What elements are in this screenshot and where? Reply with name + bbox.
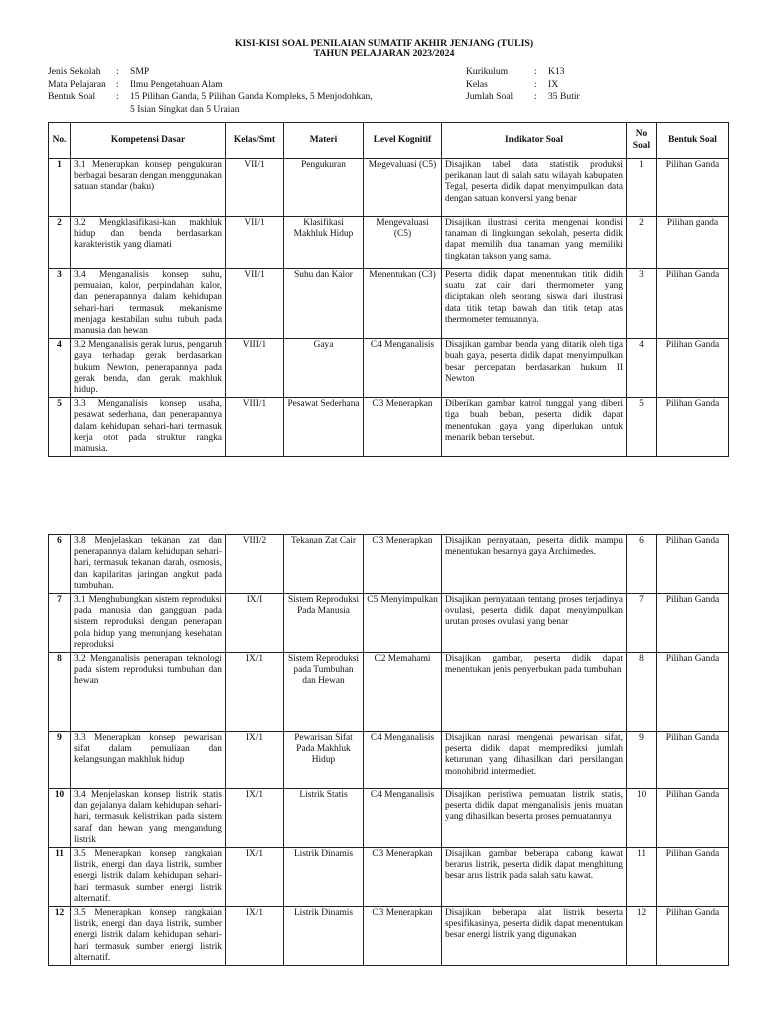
no-soal: 1 (627, 159, 657, 217)
bentuk-soal: Pilihan Ganda (657, 848, 729, 907)
kelas-smt: VII/1 (226, 159, 284, 217)
kompetensi-dasar: 3.8 Menjelaskan tekanan zat dan penerapannya dalam kehidupan sehari-hari, termasuk tekanan darah, osmosis, dan kapilaritas jaringan angkut pada tumbuhan. (71, 535, 226, 594)
no-soal: 10 (627, 789, 657, 848)
meta-right (466, 66, 580, 104)
kelas-smt: IX/1 (226, 907, 284, 966)
row-no: 3 (49, 269, 71, 339)
meta-colon (116, 104, 130, 117)
meta-label: Jenis Sekolah (48, 66, 101, 77)
materi: Tekanan Zat Cair (284, 535, 364, 594)
row-no: 7 (49, 594, 71, 653)
meta-label: Kelas (466, 78, 488, 90)
indikator-soal: Disajikan peristiwa pemuatan listrik statis, peserta didik dapat menganalisis jenis muatan yang dihasilkan beserta proses pemuatannya (442, 789, 627, 848)
level-kognitif: C3 Menerapkan (364, 535, 442, 594)
level-kognitif: C3 Menerapkan (364, 848, 442, 907)
table-row (49, 732, 729, 789)
level-kognitif: C5 Menyimpulkan (364, 594, 442, 653)
bentuk-soal: Pilihan Ganda (657, 594, 729, 653)
kompetensi-dasar: 3.1 Menghubungkan sistem reproduksi pada manusia dan gangguan pada sistem reproduksi dengan penerapan pola hidup yang menunjang kesehatan reproduksi (71, 594, 226, 653)
no-soal: 2 (627, 217, 657, 269)
meta-value: Ilmu Pengetahuan Alam (130, 78, 223, 90)
level-kognitif: C4 Menganalisis (364, 732, 442, 789)
kelas-smt: IX/1 (226, 848, 284, 907)
row-no: 5 (49, 398, 71, 457)
kompetensi-dasar: 3.2 Menganalisis penerapan teknologi pada sistem reproduksi tumbuhan dan hewan (71, 653, 226, 732)
indikator-soal: Disajikan gambar benda yang ditarik oleh tiga buah gaya, peserta didik dapat menyimpulkan besar percepatan berdasarkan hukum II Newton (442, 339, 627, 398)
no-soal: 12 (627, 907, 657, 966)
level-kognitif: Mengevaluasi (C5) (364, 217, 442, 269)
kisi-kisi-table-page1 (48, 122, 729, 457)
level-kognitif: C4 Menganalisis (364, 339, 442, 398)
meta-colon: : (116, 91, 119, 102)
meta-row (466, 79, 580, 92)
table-row (49, 535, 729, 594)
kompetensi-dasar: 3.4 Menjelaskan konsep listrik statis dan gejalanya dalam kehidupan sehari-hari, termasuk kelistrikan pada sistem saraf dan hewan yang mengandung listrik (71, 789, 226, 848)
kompetensi-dasar: 3.1 Menerapkan konsep pengukuran berbagai besaran dengan menggunakan satuan standar (baku) (71, 159, 226, 217)
col-header-bentuk: Bentuk Soal (657, 123, 729, 159)
indikator-soal: Peserta didik dapat menentukan titik didih suatu zat cair dari thermometer yang diciptakan oleh seorang siswa dari ilustrasi data titik tetap bawah dan titik tetap atas thermometer temuannya. (442, 269, 627, 339)
col-header-materi: Materi (284, 123, 364, 159)
no-soal: 5 (627, 398, 657, 457)
meta-value: IX (548, 78, 559, 90)
meta-label: Mata Pelajaran (48, 78, 106, 90)
col-header-no: No. (49, 123, 71, 159)
no-soal: 7 (627, 594, 657, 653)
no-soal: 6 (627, 535, 657, 594)
table-row (49, 907, 729, 966)
meta-row (48, 66, 373, 79)
bentuk-soal: Pilihan Ganda (657, 398, 729, 457)
materi: Listrik Statis (284, 789, 364, 848)
meta-value: SMP (130, 66, 150, 77)
materi: Listrik Dinamis (284, 848, 364, 907)
table-row (49, 269, 729, 339)
meta-row (48, 79, 373, 92)
meta-row (466, 66, 580, 79)
meta-row (48, 91, 373, 104)
bentuk-soal: Pilihan Ganda (657, 535, 729, 594)
indikator-soal: Disajikan ilustrasi cerita mengenai kondisi tanaman di lingkungan sekolah, peserta didik dapat memilih dua tanaman yang memiliki tingkatan takson yang sama. (442, 217, 627, 269)
row-no: 12 (49, 907, 71, 966)
kelas-smt: VII/1 (226, 269, 284, 339)
row-no: 6 (49, 535, 71, 594)
col-header-kelas: Kelas/Smt (226, 123, 284, 159)
meta-label: Jumlah Soal (466, 91, 514, 102)
row-no: 9 (49, 732, 71, 789)
meta-row (466, 91, 580, 104)
col-header-no-soal: No Soal (627, 123, 657, 159)
no-soal: 3 (627, 269, 657, 339)
meta-colon: : (116, 66, 119, 77)
row-no: 1 (49, 159, 71, 217)
row-no: 2 (49, 217, 71, 269)
table-row (49, 653, 729, 732)
kelas-smt: VIII/1 (226, 339, 284, 398)
bentuk-soal: Pilihan Ganda (657, 907, 729, 966)
kompetensi-dasar: 3.2 Menganalisis gerak lurus, pengaruh gaya terhadap gerak berdasarkan hukum Newton, penerapannya pada gerak benda, dan gerak makhluk hidup. (71, 339, 226, 398)
kompetensi-dasar: 3.5 Menerapkan konsep rangkaian listrik, energi dan daya listrik, sumber energi listrik dalam kehidupan sehari-hari termasuk sumber energi listrik alternatif. (71, 848, 226, 907)
materi: Pewarisan Sifat Pada Makhluk Hidup (284, 732, 364, 789)
row-no: 4 (49, 339, 71, 398)
kelas-smt: IX/1 (226, 732, 284, 789)
meta-value: 35 Butir (548, 91, 580, 102)
table-row (49, 594, 729, 653)
kisi-kisi-table-page2 (48, 534, 729, 966)
row-no: 8 (49, 653, 71, 732)
bentuk-soal: Pilihan ganda (657, 217, 729, 269)
indikator-soal: Diberikan gambar katrol tunggal yang diberi tiga buah beban, peserta didik dapat menentukan gaya yang diperlukan untuk menarik beban tersebut. (442, 398, 627, 457)
row-no: 11 (49, 848, 71, 907)
table-row (49, 789, 729, 848)
bentuk-soal: Pilihan Ganda (657, 159, 729, 217)
meta-colon: : (534, 78, 537, 90)
kompetensi-dasar: 3.5 Menerapkan konsep rangkaian listrik, energi dan daya listrik, sumber energi listrik dalam kehidupan sehari-hari termasuk sumber energi listrik alternatif. (71, 907, 226, 966)
level-kognitif: C2 Memahami (364, 653, 442, 732)
meta-colon: : (116, 78, 119, 90)
level-kognitif: C4 Menganalisis (364, 789, 442, 848)
indikator-soal: Disajikan beberapa alat listrik beserta spesifikasinya, peserta didik dapat menentukan besar energi listrik yang digunakan (442, 907, 627, 966)
materi: Klasifikasi Makhluk Hidup (284, 217, 364, 269)
materi: Pesawat Sederhana (284, 398, 364, 457)
meta-value: 15 Pilihan Ganda, 5 Pilihan Ganda Kompleks, 5 Menjodohkan, (130, 91, 373, 102)
indikator-soal: Disajikan gambar, peserta didik dapat menentukan jenis penyerbukan pada tumbuhan (442, 653, 627, 732)
meta-colon: : (534, 91, 537, 102)
table-row (49, 339, 729, 398)
no-soal: 11 (627, 848, 657, 907)
meta-colon: : (534, 66, 537, 77)
materi: Gaya (284, 339, 364, 398)
no-soal: 9 (627, 732, 657, 789)
indikator-soal: Disajikan pernyataan tentang proses terjadinya ovulasi, peserta didik dapat menyimpulkan urutan proses ovulasi yang benar (442, 594, 627, 653)
kelas-smt: VII/1 (226, 217, 284, 269)
meta-left (48, 66, 373, 116)
kelas-smt: IX/I (226, 594, 284, 653)
level-kognitif: Megevaluasi (C5) (364, 159, 442, 217)
kompetensi-dasar: 3.4 Menganalisis konsep suhu, pemuaian, kalor, perpindahan kalor, dan penerapannya dalam kehidupan sehari-hari termasuk mekanisme menjaga kestabilan suhu tubuh pada manusia dan hewan (71, 269, 226, 339)
bentuk-soal: Pilihan Ganda (657, 732, 729, 789)
kompetensi-dasar: 3.3 Menganalisis konsep usaha, pesawat sederhana, dan penerapannya dalam kehidupan sehari-hari termasuk kerja otot pada struktur rangka manusia. (71, 398, 226, 457)
kompetensi-dasar: 3.3 Menerapkan konsep pewarisan sifat dalam pemuliaan dan kelangsungan makhluk hidup (71, 732, 226, 789)
kelas-smt: VIII/2 (226, 535, 284, 594)
kelas-smt: IX/1 (226, 789, 284, 848)
document-subtitle: TAHUN PELAJARAN 2023/2024 (313, 48, 455, 59)
kompetensi-dasar: 3.2 Mengklasifikasi-kan makhluk hidup dan benda berdasarkan karakteristik yang diamati (71, 217, 226, 269)
materi: Sistem Reproduksi Pada Manusia (284, 594, 364, 653)
no-soal: 4 (627, 339, 657, 398)
indikator-soal: Disajikan narasi mengenai pewarisan sifat, peserta didik dapat memprediksi jumlah keturunan yang dihasilkan dari persilangan monohibrid intermediet. (442, 732, 627, 789)
materi: Suhu dan Kalor (284, 269, 364, 339)
no-soal: 8 (627, 653, 657, 732)
col-header-kompetensi: Kompetensi Dasar (71, 123, 226, 159)
meta-row (48, 104, 373, 117)
materi: Sistem Reproduksi pada Tumbuhan dan Hewan (284, 653, 364, 732)
kelas-smt: IX/1 (226, 653, 284, 732)
bentuk-soal: Pilihan Ganda (657, 339, 729, 398)
level-kognitif: Menentukan (C3) (364, 269, 442, 339)
table-row (49, 398, 729, 457)
col-header-level: Level Kognitif (364, 123, 442, 159)
meta-value: 5 Isian Singkat dan 5 Uraian (130, 103, 240, 115)
row-no: 10 (49, 789, 71, 848)
col-header-indikator: Indikator Soal (442, 123, 627, 159)
meta-value: K13 (548, 66, 565, 77)
materi: Listrik Dinamis (284, 907, 364, 966)
kelas-smt: VIII/1 (226, 398, 284, 457)
meta-label: Bentuk Soal (48, 91, 96, 102)
indikator-soal: Disajikan pernyataan, peserta didik mampu menentukan besarnya gaya Archimedes. (442, 535, 627, 594)
table-row (49, 159, 729, 217)
level-kognitif: C3 Menerapkan (364, 907, 442, 966)
bentuk-soal: Pilihan Ganda (657, 789, 729, 848)
materi: Pengukuran (284, 159, 364, 217)
meta-label (48, 104, 116, 117)
table-row (49, 217, 729, 269)
indikator-soal: Disajikan tabel data statistik produksi perikanan laut di salah satu wilayah kabupaten Tegal, peserta didik dapat menyimpulkan data dengan satuan konversi yang benar (442, 159, 627, 217)
level-kognitif: C3 Menerapkan (364, 398, 442, 457)
meta-label: Kurikulum (466, 66, 509, 77)
document-title: KISI-KISI SOAL PENILAIAN SUMATIF AKHIR JENJANG (TULIS) (234, 38, 534, 49)
table-row (49, 848, 729, 907)
bentuk-soal: Pilihan Ganda (657, 269, 729, 339)
bentuk-soal: Pilihan Ganda (657, 653, 729, 732)
indikator-soal: Disajikan gambar beberapa cabang kawat berarus listrik, peserta didik dapat menghitung besar arus listrik pada salah satu kawat. (442, 848, 627, 907)
